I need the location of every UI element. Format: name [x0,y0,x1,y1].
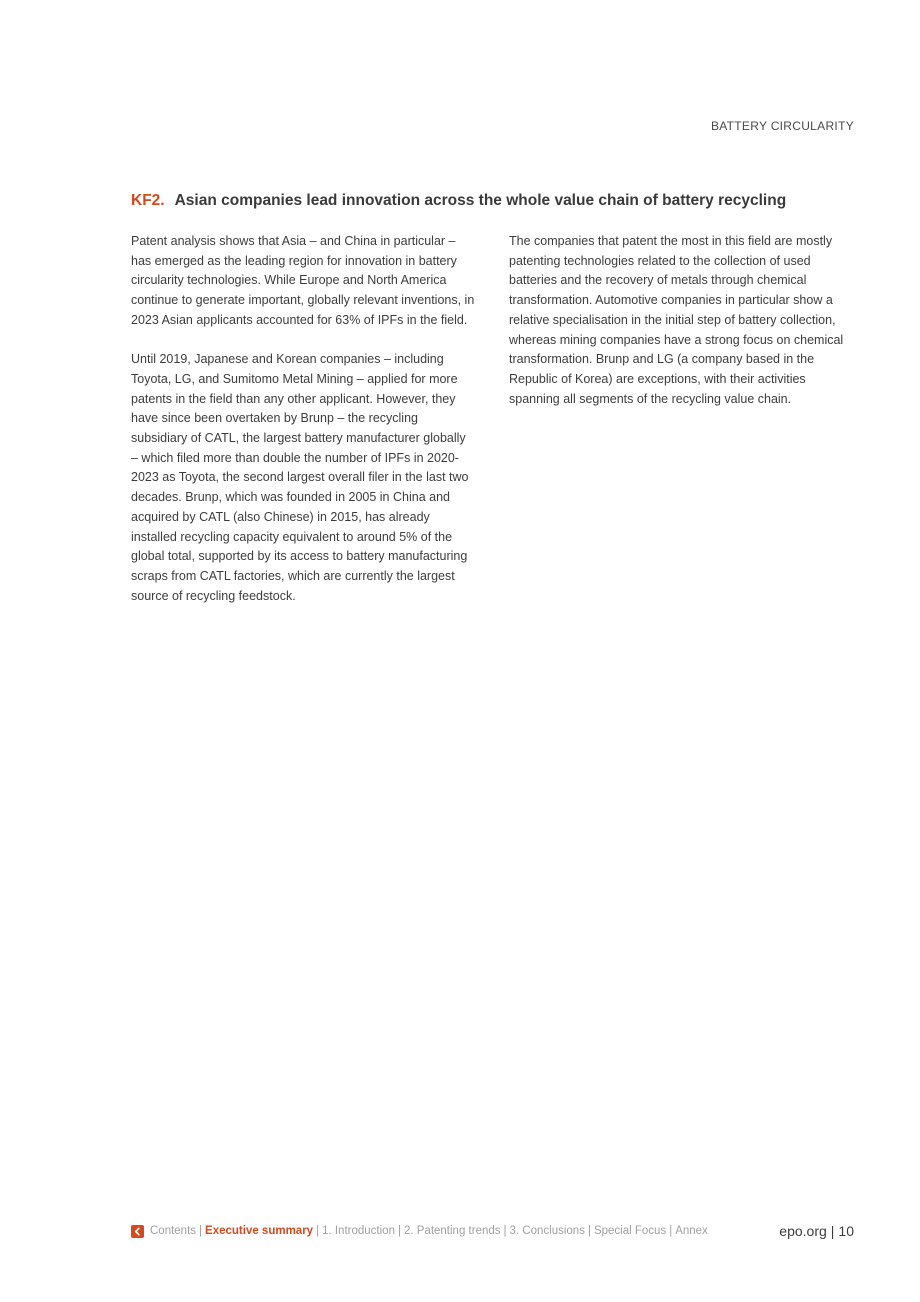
nav-separator: | [397,1225,401,1237]
footer-page-info [779,1223,854,1239]
left-column [131,232,476,626]
footer-link-annex[interactable]: Annex [675,1225,708,1237]
paragraph: Patent analysis shows that Asia – and China in particular – has emerged as the leading region for innovation in battery circularity technologies. While Europe and North America continue to generate important, globally relevant inventions, in 2023 Asian applicants accounted for 63% of IPFs in the field. [131,234,475,327]
nav-separator: | [587,1225,591,1237]
chevron-left-icon[interactable] [131,1225,144,1238]
section-label: KF2. [131,192,165,209]
site-link[interactable]: epo.org [779,1223,827,1239]
footer-navigation [150,1225,708,1237]
footer-link-executive-summary[interactable]: Executive summary [205,1225,314,1237]
nav-separator: | [199,1225,203,1237]
page-separator: | [830,1223,835,1239]
nav-separator: | [669,1225,673,1237]
section-title: Asian companies lead innovation across the whole value chain of battery recycling [174,192,787,209]
page-footer [131,1222,854,1240]
footer-link-special-focus[interactable]: Special Focus [593,1225,667,1237]
nav-separator: | [503,1225,507,1237]
footer-link-contents[interactable]: Contents [150,1225,197,1237]
paragraph: Until 2019, Japanese and Korean companies – including Toyota, LG, and Sumitomo Metal Mining – applied for more patents in the field than any other applicant. However, they have since been overtaken by Brunp – the recycling subsidiary of CATL, the largest battery manufacturer globally – which filed more than double the number of IPFs in 2020-2023 as Toyota, the second largest overall filer in the last two decades. Brunp, which was founded in 2005 in China and acquired by CATL (also Chinese) in 2015, has already installed recycling capacity equivalent to around 5% of the global total, supported by its access to battery manufacturing scraps from CATL factories, which are currently the largest source of recycling feedstock. [131,352,469,603]
running-header: BATTERY CIRCULARITY [710,119,854,133]
nav-separator: | [316,1225,320,1237]
footer-link-conclusions[interactable]: 3. Conclusions [509,1225,585,1237]
section-heading [131,192,861,210]
page-number: 10 [838,1223,854,1239]
paragraph: The companies that patent the most in this field are mostly patenting technologies related to the collection of used batteries and the recovery of metals through chemical transformation. Automotive companies in particular show a relative specialisation in the initial step of battery collection, whereas mining companies have a strong focus on chemical transformation. Brunp and LG (a company based in the Republic of Korea) are exceptions, with their activities spanning all segments of the recycling value chain. [509,234,844,406]
footer-link-introduction[interactable]: 1. Introduction [322,1225,395,1237]
footer-link-patenting-trends[interactable]: 2. Patenting trends [403,1225,501,1237]
right-column [509,232,854,429]
